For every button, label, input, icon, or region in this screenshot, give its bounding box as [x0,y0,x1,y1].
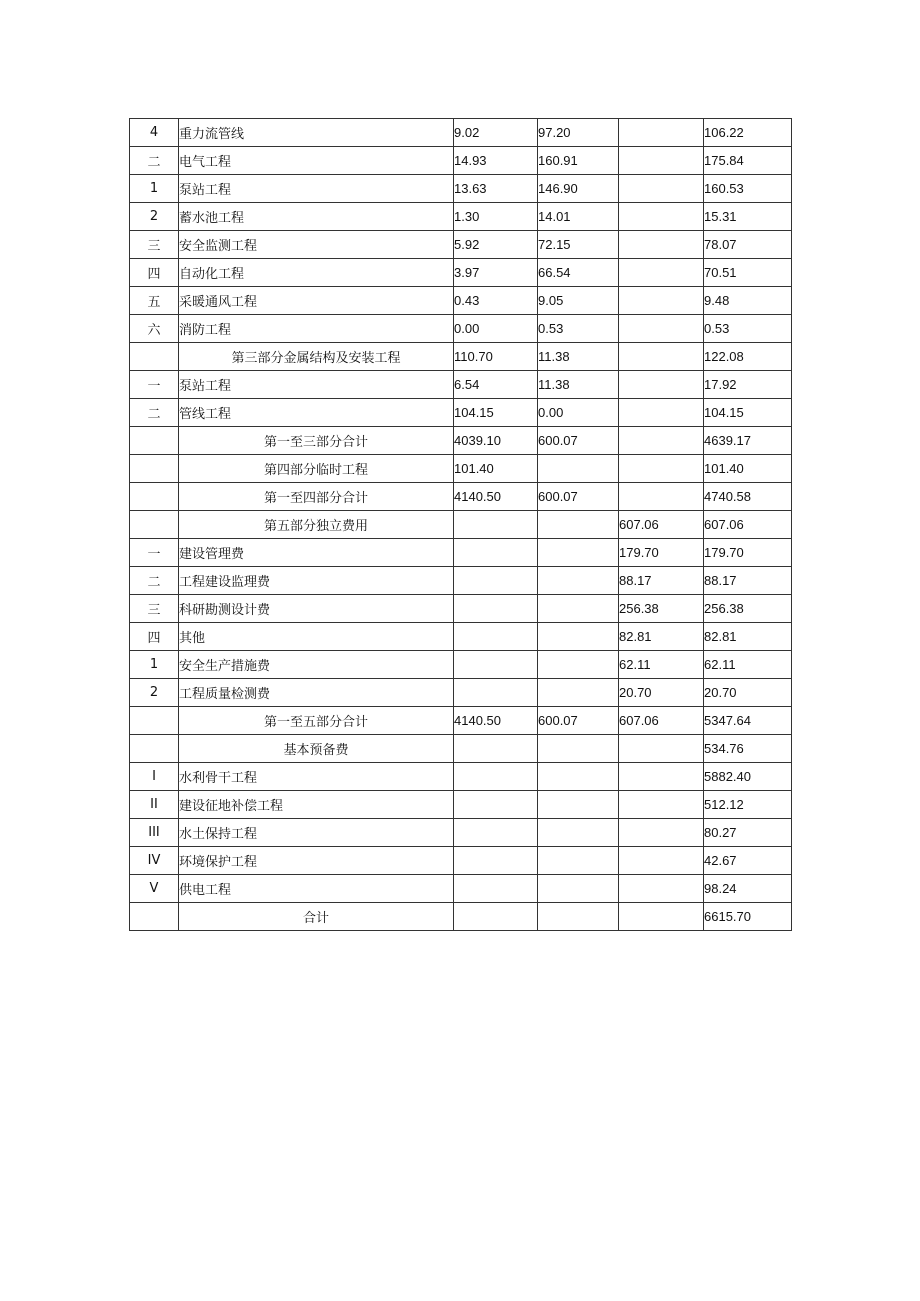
row-number-cell: 四 [130,259,179,287]
row-number-cell: 一 [130,539,179,567]
total-cell: 80.27 [704,819,792,847]
total-cell: 512.12 [704,791,792,819]
cost-col-a-cell: 4039.10 [454,427,538,455]
total-cell: 4639.17 [704,427,792,455]
cost-col-c-cell: 88.17 [619,567,704,595]
item-name-cell: 建设征地补偿工程 [179,791,454,819]
row-number-cell: 二 [130,399,179,427]
cost-col-b-cell: 11.38 [538,371,619,399]
row-number-cell: 2 [130,203,179,231]
item-name-cell: 泵站工程 [179,371,454,399]
cost-col-a-cell: 104.15 [454,399,538,427]
row-number-cell: 4 [130,119,179,147]
table-row [130,119,792,147]
cost-col-a-cell [454,567,538,595]
cost-col-c-cell [619,259,704,287]
total-cell: 70.51 [704,259,792,287]
row-number-cell: 2 [130,679,179,707]
cost-col-b-cell [538,679,619,707]
cost-col-a-cell [454,875,538,903]
total-cell: 88.17 [704,567,792,595]
cost-col-c-cell [619,343,704,371]
cost-estimate-table [129,118,792,931]
cost-col-c-cell: 82.81 [619,623,704,651]
cost-col-b-cell: 9.05 [538,287,619,315]
table-row [130,791,792,819]
item-name-cell: 安全监测工程 [179,231,454,259]
cost-col-b-cell: 0.00 [538,399,619,427]
row-number-cell [130,343,179,371]
item-name-cell: 重力流管线 [179,119,454,147]
cost-col-c-cell: 607.06 [619,707,704,735]
total-cell: 78.07 [704,231,792,259]
table-row [130,427,792,455]
total-cell: 0.53 [704,315,792,343]
item-name-cell: 消防工程 [179,315,454,343]
cost-col-a-cell [454,791,538,819]
cost-col-a-cell: 0.43 [454,287,538,315]
cost-col-a-cell [454,847,538,875]
item-name-cell: 环境保护工程 [179,847,454,875]
cost-col-b-cell: 0.53 [538,315,619,343]
cost-col-c-cell [619,119,704,147]
table-row [130,567,792,595]
cost-col-c-cell [619,819,704,847]
table-row [130,847,792,875]
cost-col-a-cell: 4140.50 [454,483,538,511]
item-name-cell: 泵站工程 [179,175,454,203]
row-number-cell: V [130,875,179,903]
cost-col-a-cell: 14.93 [454,147,538,175]
cost-col-a-cell: 13.63 [454,175,538,203]
cost-col-b-cell: 600.07 [538,427,619,455]
row-number-cell: 三 [130,595,179,623]
cost-col-b-cell [538,651,619,679]
table-row [130,287,792,315]
cost-col-a-cell: 1.30 [454,203,538,231]
cost-col-a-cell [454,623,538,651]
total-cell: 20.70 [704,679,792,707]
cost-col-a-cell: 101.40 [454,455,538,483]
cost-col-c-cell [619,903,704,931]
cost-col-b-cell [538,539,619,567]
total-cell: 9.48 [704,287,792,315]
cost-col-c-cell: 20.70 [619,679,704,707]
cost-col-a-cell [454,651,538,679]
table-row [130,595,792,623]
table-row [130,539,792,567]
item-name-cell: 基本预备费 [179,735,454,763]
cost-col-c-cell [619,483,704,511]
total-cell: 15.31 [704,203,792,231]
cost-col-b-cell [538,511,619,539]
row-number-cell: 一 [130,371,179,399]
item-name-cell: 第一至五部分合计 [179,707,454,735]
cost-col-b-cell: 72.15 [538,231,619,259]
cost-col-c-cell [619,287,704,315]
cost-col-a-cell: 5.92 [454,231,538,259]
row-number-cell: 四 [130,623,179,651]
row-number-cell: I [130,763,179,791]
item-name-cell: 安全生产措施费 [179,651,454,679]
table-row [130,707,792,735]
item-name-cell: 电气工程 [179,147,454,175]
item-name-cell: 建设管理费 [179,539,454,567]
item-name-cell: 水利骨干工程 [179,763,454,791]
cost-col-b-cell: 600.07 [538,483,619,511]
cost-col-b-cell [538,819,619,847]
item-name-cell: 科研勘测设计费 [179,595,454,623]
cost-col-b-cell [538,623,619,651]
cost-col-b-cell [538,595,619,623]
row-number-cell: II [130,791,179,819]
cost-col-b-cell: 11.38 [538,343,619,371]
item-name-cell: 蓄水池工程 [179,203,454,231]
row-number-cell [130,483,179,511]
table-row [130,147,792,175]
cost-col-b-cell: 14.01 [538,203,619,231]
row-number-cell: III [130,819,179,847]
total-cell: 106.22 [704,119,792,147]
table-row [130,875,792,903]
total-cell: 6615.70 [704,903,792,931]
total-cell: 82.81 [704,623,792,651]
cost-col-b-cell: 66.54 [538,259,619,287]
cost-col-b-cell [538,847,619,875]
item-name-cell: 第五部分独立费用 [179,511,454,539]
table-row [130,735,792,763]
total-cell: 122.08 [704,343,792,371]
item-name-cell: 采暖通风工程 [179,287,454,315]
cost-col-b-cell: 146.90 [538,175,619,203]
total-cell: 101.40 [704,455,792,483]
table-body [130,119,792,931]
cost-col-a-cell [454,511,538,539]
cost-col-c-cell [619,847,704,875]
cost-col-b-cell [538,903,619,931]
table-row [130,343,792,371]
cost-col-a-cell [454,903,538,931]
cost-col-a-cell: 0.00 [454,315,538,343]
total-cell: 42.67 [704,847,792,875]
cost-col-b-cell: 97.20 [538,119,619,147]
total-cell: 160.53 [704,175,792,203]
total-cell: 179.70 [704,539,792,567]
table-row [130,231,792,259]
cost-col-a-cell: 3.97 [454,259,538,287]
table-row [130,315,792,343]
total-cell: 5347.64 [704,707,792,735]
table-row [130,903,792,931]
row-number-cell [130,735,179,763]
row-number-cell: 六 [130,315,179,343]
row-number-cell [130,427,179,455]
cost-col-c-cell [619,875,704,903]
total-cell: 17.92 [704,371,792,399]
total-cell: 4740.58 [704,483,792,511]
row-number-cell: 1 [130,175,179,203]
item-name-cell: 工程建设监理费 [179,567,454,595]
cost-col-b-cell [538,875,619,903]
table-row [130,483,792,511]
cost-col-b-cell: 160.91 [538,147,619,175]
row-number-cell [130,455,179,483]
cost-col-b-cell [538,791,619,819]
table-row [130,203,792,231]
row-number-cell [130,707,179,735]
total-cell: 256.38 [704,595,792,623]
cost-col-c-cell [619,147,704,175]
cost-col-a-cell [454,595,538,623]
cost-col-b-cell [538,455,619,483]
cost-col-b-cell: 600.07 [538,707,619,735]
cost-col-c-cell [619,175,704,203]
cost-col-c-cell [619,315,704,343]
cost-col-a-cell [454,735,538,763]
row-number-cell: 三 [130,231,179,259]
cost-col-c-cell [619,763,704,791]
table-row [130,175,792,203]
item-name-cell: 供电工程 [179,875,454,903]
cost-col-b-cell [538,735,619,763]
cost-col-c-cell: 179.70 [619,539,704,567]
row-number-cell: IV [130,847,179,875]
table-row [130,679,792,707]
cost-col-c-cell [619,371,704,399]
item-name-cell: 自动化工程 [179,259,454,287]
row-number-cell: 五 [130,287,179,315]
item-name-cell: 第一至四部分合计 [179,483,454,511]
cost-col-c-cell [619,735,704,763]
table-row [130,399,792,427]
total-cell: 534.76 [704,735,792,763]
cost-col-c-cell [619,231,704,259]
item-name-cell: 第四部分临时工程 [179,455,454,483]
cost-col-c-cell [619,791,704,819]
table-row [130,371,792,399]
table-row [130,819,792,847]
row-number-cell: 二 [130,147,179,175]
table-row [130,455,792,483]
total-cell: 607.06 [704,511,792,539]
row-number-cell [130,903,179,931]
cost-col-c-cell [619,399,704,427]
cost-col-c-cell [619,203,704,231]
row-number-cell [130,511,179,539]
item-name-cell: 水土保持工程 [179,819,454,847]
cost-col-c-cell [619,455,704,483]
total-cell: 104.15 [704,399,792,427]
item-name-cell: 管线工程 [179,399,454,427]
cost-col-a-cell [454,819,538,847]
total-cell: 98.24 [704,875,792,903]
cost-col-c-cell [619,427,704,455]
cost-col-c-cell: 62.11 [619,651,704,679]
total-cell: 175.84 [704,147,792,175]
cost-col-c-cell: 256.38 [619,595,704,623]
table-row [130,259,792,287]
cost-col-a-cell: 110.70 [454,343,538,371]
cost-col-b-cell [538,763,619,791]
row-number-cell: 二 [130,567,179,595]
table-row [130,763,792,791]
item-name-cell: 第三部分金属结构及安装工程 [179,343,454,371]
cost-col-a-cell: 9.02 [454,119,538,147]
item-name-cell: 第一至三部分合计 [179,427,454,455]
cost-col-a-cell [454,539,538,567]
cost-col-a-cell: 6.54 [454,371,538,399]
cost-col-b-cell [538,567,619,595]
table-row [130,623,792,651]
cost-col-c-cell: 607.06 [619,511,704,539]
total-cell: 5882.40 [704,763,792,791]
row-number-cell: 1 [130,651,179,679]
item-name-cell: 合计 [179,903,454,931]
total-cell: 62.11 [704,651,792,679]
cost-col-a-cell [454,763,538,791]
table-row [130,651,792,679]
table-row [130,511,792,539]
cost-col-a-cell: 4140.50 [454,707,538,735]
item-name-cell: 工程质量检测费 [179,679,454,707]
item-name-cell: 其他 [179,623,454,651]
cost-col-a-cell [454,679,538,707]
